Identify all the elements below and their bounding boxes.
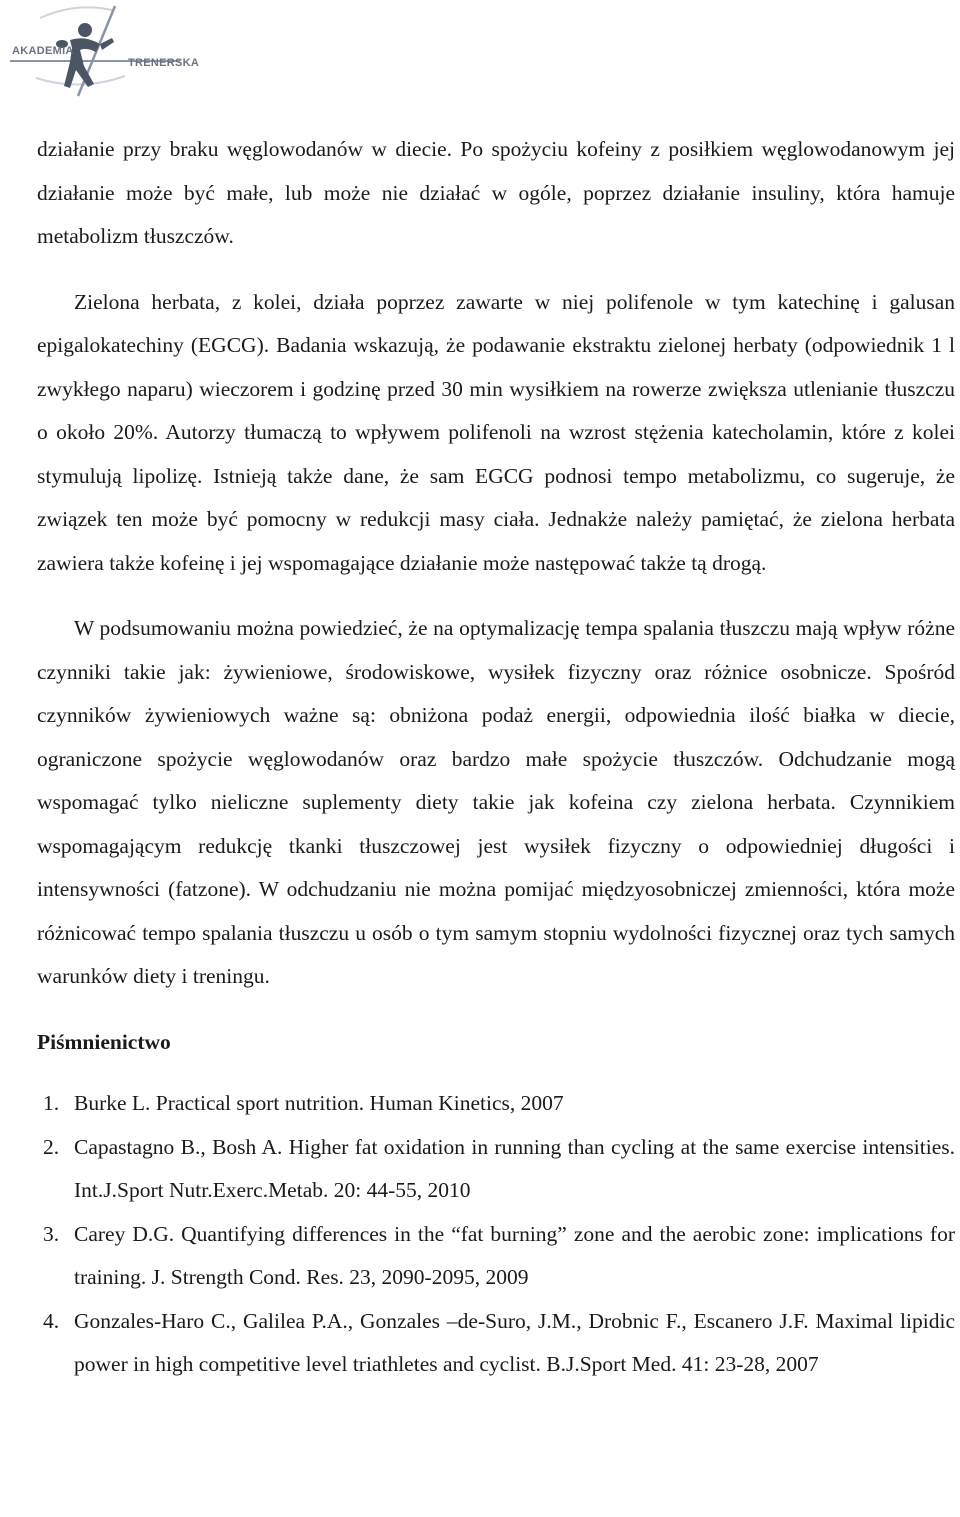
akademia-trenerska-logo — [0, 0, 200, 100]
discus-thrower-logo-icon — [0, 0, 200, 100]
reference-text: Gonzales-Haro C., Galilea P.A., Gonzales –de-Suro, J.M., Drobnic F., Escanero J.F. Maximal lipidic power in high competitive level triathletes and cyclist. B.J.Sport Med. 41: 23-28, 2007 — [74, 1308, 955, 1376]
references-list — [37, 1082, 955, 1387]
references-heading: Piśmnienictwo — [37, 1029, 171, 1054]
reference-number: 1. — [43, 1091, 60, 1115]
reference-item — [37, 1082, 955, 1126]
reference-number: 4. — [43, 1308, 60, 1333]
reference-item — [37, 1126, 955, 1213]
body-paragraph: Zielona herbata, z kolei, działa poprzez zawarte w niej polifenole w tym katechinę i galusan epigalokatechiny (EGCG). Badania wskazują, że podawanie ekstraktu zielonej herbaty (odpowiednik 1 l zwykłego naparu) wieczorem i godzinę przed 30 min wysiłkiem na rowerze zwiększa utlenianie tłuszczu o około 20%. Autorzy tłumaczą to wpływem polifenoli na wzrost stężenia katecholamin, które z kolei stymulują lipolizę. Istnieją także dane, że sam EGCG podnosi tempo metabolizmu, co sugeruje, że związek ten może być pomocny w redukcji masy ciała. Jednakże należy pamiętać, że zielona herbata zawiera także kofeinę i jej wspomagające działanie może następować także tą drogą. — [37, 289, 955, 575]
reference-text: Capastagno B., Bosh A. Higher fat oxidation in running than cycling at the same exercise intensities. Int.J.Sport Nutr.Exerc.Metab. 20: 44-55, 2010 — [74, 1134, 955, 1202]
reference-text: Carey D.G. Quantifying differences in the “fat burning” zone and the aerobic zone: implications for training. J. Strength Cond. Res. 23, 2090-2095, 2009 — [74, 1221, 955, 1289]
reference-number: 3. — [43, 1221, 60, 1246]
reference-item — [37, 1300, 955, 1387]
body-paragraph: W podsumowaniu można powiedzieć, że na optymalizację tempa spalania tłuszczu mają wpływ różne czynniki takie jak: żywieniowe, środowiskowe, wysiłek fizyczny oraz różnice osobnicze. Spośród czynników żywieniowych ważne są: obniżona podaż energii, odpowiednia ilość białka w diecie, ograniczone spożycie węglowodanów oraz bardzo małe spożycie tłuszczów. Odchudzanie mogą wspomagać tylko nieliczne suplementy diety takie jak kofeina czy zielona herbata. Czynnikiem wspomagającym redukcję tkanki tłuszczowej jest wysiłek fizyczny o odpowiedniej długości i intensywności (fatzone). W odchudzaniu nie można pomijać międzyosobniczej zmienności, która może różnicować tempo spalania tłuszczu u osób o tym samym stopniu wydolności fizycznej oraz tych samych warunków diety i treningu. — [37, 616, 955, 988]
reference-text: Burke L. Practical sport nutrition. Human Kinetics, 2007 — [74, 1091, 564, 1115]
logo-text-akademia: AKADEMIA — [12, 45, 74, 57]
reference-item — [37, 1213, 955, 1300]
reference-number: 2. — [43, 1134, 60, 1159]
logo-text-trenerska: TRENERSKA — [128, 57, 200, 69]
document-body — [37, 128, 955, 1387]
body-paragraph: działanie przy braku węglowodanów w diecie. Po spożyciu kofeiny z posiłkiem węglowodanowym jej działanie może być małe, lub może nie działać w ogóle, poprzez działanie insuliny, która hamuje metabolizm tłuszczów. — [37, 137, 955, 248]
